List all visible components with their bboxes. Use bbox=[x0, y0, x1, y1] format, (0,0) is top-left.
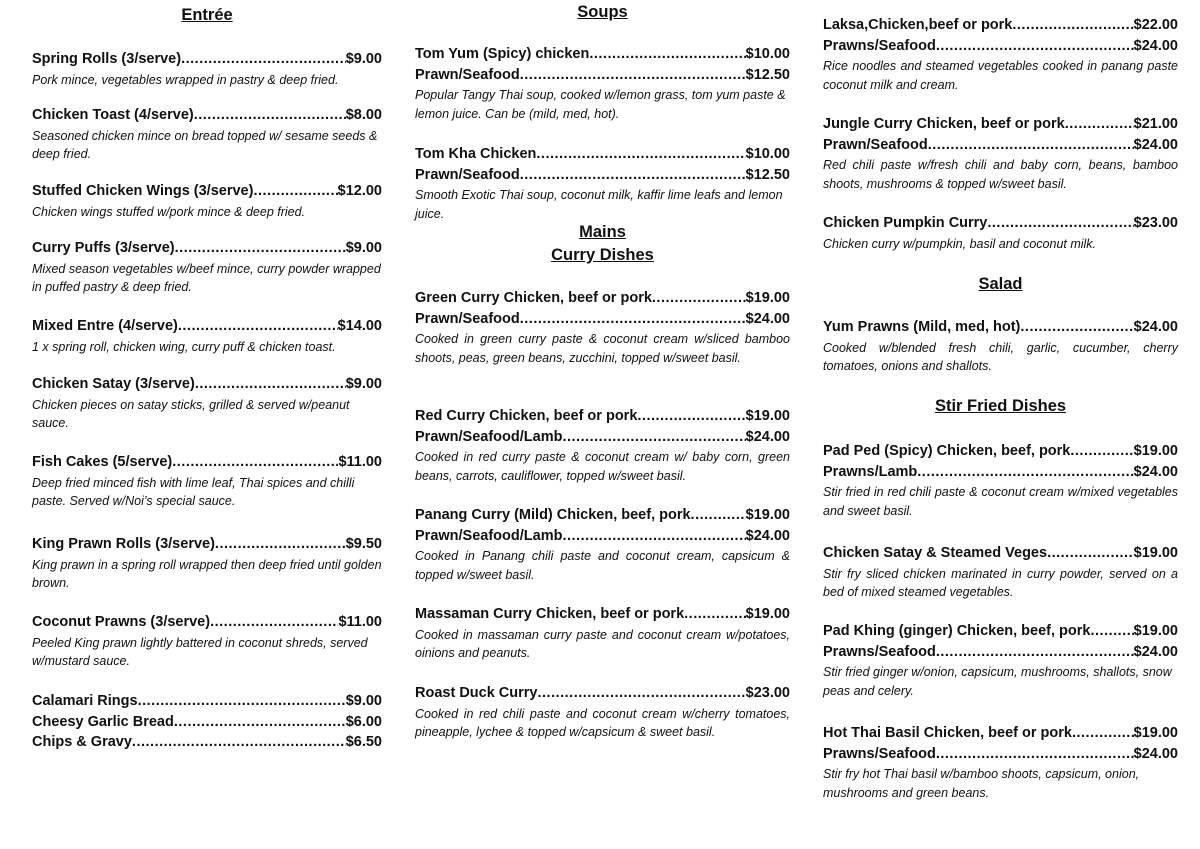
item-price: $10.00 bbox=[745, 46, 790, 62]
menu-item-coconut-prawns bbox=[32, 612, 382, 671]
item-price: $22.00 bbox=[1133, 17, 1178, 33]
item-name: Green Curry Chicken, beef or pork bbox=[415, 290, 652, 306]
item-name: Roast Duck Curry bbox=[415, 685, 538, 701]
menu-item-tom-yum bbox=[415, 44, 790, 123]
item-variant-name: Prawn/Seafood bbox=[823, 136, 928, 153]
item-name: Calamari Rings bbox=[32, 693, 138, 709]
stir-fried-title: Stir Fried Dishes bbox=[934, 397, 1067, 415]
soups-title: Soups bbox=[577, 3, 628, 21]
item-description: Chicken curry w/pumpkin, basil and coconut milk. bbox=[823, 236, 1097, 251]
item-variant-price: $24.00 bbox=[1133, 643, 1178, 660]
item-price: $11.00 bbox=[338, 614, 382, 630]
menu-item-panang-curry bbox=[415, 505, 790, 584]
menu-item-king-prawn-rolls bbox=[32, 534, 382, 593]
item-description: Stir fried in red chili paste & coconut cream w/mixed vegetables and sweet basil. bbox=[823, 485, 1178, 518]
item-name: Pad Ped (Spicy) Chicken, beef, pork bbox=[823, 443, 1071, 459]
item-description: Cooked in Panang chili paste and coconut cream, capsicum & topped w/sweet basil. bbox=[415, 549, 790, 582]
item-price: $11.00 bbox=[338, 454, 382, 470]
menu-item-tom-kha bbox=[415, 144, 790, 223]
menu-item-calamari-rings bbox=[32, 691, 382, 712]
item-description: Red chili paste w/fresh chili and baby corn, beans, bamboo shoots, mushrooms & topped w/sweet basil. bbox=[823, 158, 1178, 191]
item-name: Massaman Curry Chicken, beef or pork bbox=[415, 606, 685, 622]
item-variant-name: Prawn/Seafood bbox=[415, 310, 520, 327]
item-variant-price: $24.00 bbox=[745, 310, 790, 327]
menu-item-pad-khing bbox=[823, 621, 1178, 700]
item-price: $9.00 bbox=[345, 240, 382, 256]
menu-item-spring-rolls bbox=[32, 49, 382, 89]
item-description: Smooth Exotic Thai soup, coconut milk, kaffir lime leafs and lemon juice. bbox=[415, 188, 783, 221]
item-description: Stir fry hot Thai basil w/bamboo shoots, capsicum, onion, mushrooms and green beans. bbox=[823, 767, 1140, 800]
item-price: $9.50 bbox=[345, 536, 382, 552]
item-name: Tom Yum (Spicy) chicken bbox=[415, 46, 590, 62]
item-description: Rice noodles and steamed vegetables cooked in panang paste coconut milk and cream. bbox=[823, 59, 1178, 92]
item-price: $21.00 bbox=[1133, 116, 1178, 132]
menu-item-cheesy-garlic-bread bbox=[32, 712, 382, 733]
mains-title: Mains bbox=[579, 223, 626, 241]
item-description: Cooked in green curry paste & coconut cream w/sliced bamboo shoots, peas, green beans, zucchini, topped w/sweet basil. bbox=[415, 332, 790, 365]
item-name: Chicken Toast (4/serve) bbox=[32, 107, 194, 123]
item-name: Pad Khing (ginger) Chicken, beef, pork bbox=[823, 623, 1091, 639]
item-description: 1 x spring roll, chicken wing, curry puff & chicken toast. bbox=[32, 339, 336, 354]
item-price: $19.00 bbox=[745, 507, 790, 523]
item-name: Laksa,Chicken,beef or pork bbox=[823, 17, 1013, 33]
item-price: $12.00 bbox=[337, 183, 382, 199]
item-variant-name: Prawn/Seafood/Lamb bbox=[415, 428, 563, 445]
menu-item-chicken-satay-steamed-veges bbox=[823, 543, 1178, 602]
item-name: Mixed Entre (4/serve) bbox=[32, 318, 178, 334]
item-variant-price: $24.00 bbox=[1133, 37, 1178, 54]
item-variant-price: $24.00 bbox=[745, 527, 790, 544]
menu-item-jungle-curry bbox=[823, 114, 1178, 193]
item-price: $19.00 bbox=[745, 408, 790, 424]
item-description: Cooked in massaman curry paste and coconut cream w/potatoes, oinions and peanuts. bbox=[415, 627, 790, 660]
item-price: $9.00 bbox=[345, 376, 382, 392]
item-variant-name: Prawn/Seafood bbox=[415, 166, 520, 183]
menu-item-mixed-entre bbox=[32, 316, 382, 356]
item-description: Cooked w/blended fresh chili, garlic, cucumber, cherry tomatoes, onions and shallots. bbox=[823, 340, 1178, 373]
item-name: Cheesy Garlic Bread bbox=[32, 713, 174, 730]
item-price: $19.00 bbox=[1133, 545, 1178, 561]
menu-item-chicken-satay bbox=[32, 374, 382, 433]
item-name: Chicken Satay & Steamed Veges bbox=[823, 545, 1048, 561]
menu-item-green-curry bbox=[415, 288, 790, 367]
item-variant-name: Prawns/Seafood bbox=[823, 37, 936, 54]
item-name: Hot Thai Basil Chicken, beef or pork bbox=[823, 725, 1072, 741]
item-name: Yum Prawns (Mild, med, hot) bbox=[823, 319, 1021, 335]
item-description: Cooked in red chili paste and coconut cream w/cherry tomatoes, pineapple, lychee & topped w/capsicum & sweet basil. bbox=[415, 706, 790, 739]
menu-item-roast-duck-curry bbox=[415, 683, 790, 742]
item-name: Chicken Pumpkin Curry bbox=[823, 215, 988, 231]
menu-item-stuffed-chicken-wings bbox=[32, 181, 382, 221]
item-name: Jungle Curry Chicken, beef or pork bbox=[823, 116, 1065, 132]
item-description: Stir fry sliced chicken marinated in curry powder, served on a bed of mixed steamed vegetables. bbox=[823, 566, 1178, 599]
menu-item-curry-puffs bbox=[32, 238, 382, 297]
item-description: Deep fried minced fish with lime leaf, Thai spices and chilli paste. Served w/Noi’s special sauce. bbox=[32, 475, 355, 508]
item-price: $8.00 bbox=[345, 107, 382, 123]
item-price: $19.00 bbox=[745, 290, 790, 306]
item-description: Stir fried ginger w/onion, capsicum, mushrooms, shallots, snow peas and celery. bbox=[823, 665, 1172, 698]
menu-item-chicken-toast bbox=[32, 105, 382, 164]
item-description: Mixed season vegetables w/beef mince, curry powder wrapped in puffed pastry & deep fried. bbox=[32, 261, 381, 294]
item-price: $9.00 bbox=[345, 693, 382, 709]
item-name: King Prawn Rolls (3/serve) bbox=[32, 536, 215, 552]
item-name: Spring Rolls (3/serve) bbox=[32, 51, 182, 67]
salad-title: Salad bbox=[978, 275, 1023, 293]
item-price: $9.00 bbox=[345, 51, 382, 67]
item-variant-price: $24.00 bbox=[1133, 745, 1178, 762]
item-description: Cooked in red curry paste & coconut cream w/ baby corn, green beans, carrots, cauliflower, topped w/sweet basil. bbox=[415, 450, 790, 483]
menu-item-yum-prawns bbox=[823, 317, 1178, 376]
item-description: Peeled King prawn lightly battered in coconut shreds, served w/mustard sauce. bbox=[32, 635, 368, 668]
item-price: $6.50 bbox=[345, 734, 382, 750]
item-variant-price: $12.50 bbox=[745, 166, 790, 183]
menu-item-extras bbox=[32, 691, 382, 753]
item-description: Pork mince, vegetables wrapped in pastry & deep fried. bbox=[32, 72, 339, 87]
menu-item-laksa bbox=[823, 15, 1178, 94]
item-price: $19.00 bbox=[1133, 443, 1178, 459]
item-price: $6.00 bbox=[345, 713, 382, 730]
item-name: Fish Cakes (5/serve) bbox=[32, 454, 173, 470]
item-name: Red Curry Chicken, beef or pork bbox=[415, 408, 638, 424]
item-name: Curry Puffs (3/serve) bbox=[32, 240, 175, 256]
item-price: $23.00 bbox=[745, 685, 790, 701]
menu-item-chicken-pumpkin-curry bbox=[823, 213, 1178, 253]
item-price: $24.00 bbox=[1133, 319, 1178, 335]
item-description: Chicken wings stuffed w/pork mince & deep fried. bbox=[32, 204, 306, 219]
menu-item-red-curry bbox=[415, 406, 790, 485]
item-name: Panang Curry (Mild) Chicken, beef, pork bbox=[415, 507, 691, 523]
item-description: Chicken pieces on satay sticks, grilled & served w/peanut sauce. bbox=[32, 397, 350, 430]
item-price: $14.00 bbox=[337, 318, 382, 334]
item-variant-price: $24.00 bbox=[1133, 136, 1178, 153]
entree-title: Entrée bbox=[181, 6, 233, 24]
item-price: $19.00 bbox=[745, 606, 790, 622]
item-price: $19.00 bbox=[1133, 623, 1178, 639]
menu-item-pad-ped bbox=[823, 441, 1178, 520]
menu-item-massaman-curry bbox=[415, 604, 790, 663]
item-description: Popular Tangy Thai soup, cooked w/lemon grass, tom yum paste & lemon juice. Can be (mild, med, hot). bbox=[415, 88, 786, 121]
item-name: Coconut Prawns (3/serve) bbox=[32, 614, 211, 630]
item-description: King prawn in a spring roll wrapped then deep fried until golden brown. bbox=[32, 557, 382, 590]
menu-item-hot-thai-basil bbox=[823, 723, 1178, 802]
item-name: Chicken Satay (3/serve) bbox=[32, 376, 195, 392]
curry-dishes-title: Curry Dishes bbox=[551, 246, 654, 264]
item-variant-name: Prawns/Seafood bbox=[823, 745, 936, 762]
item-price: $23.00 bbox=[1133, 215, 1178, 231]
item-variant-name: Prawns/Seafood bbox=[823, 643, 936, 660]
item-variant-name: Prawns/Lamb bbox=[823, 463, 918, 480]
menu-item-chips-gravy bbox=[32, 732, 382, 753]
item-variant-name: Prawn/Seafood/Lamb bbox=[415, 527, 563, 544]
item-price: $19.00 bbox=[1133, 725, 1178, 741]
item-name: Chips & Gravy bbox=[32, 734, 132, 750]
item-description: Seasoned chicken mince on bread topped w/ sesame seeds & deep fried. bbox=[32, 128, 378, 161]
item-price: $10.00 bbox=[745, 146, 790, 162]
menu-item-fish-cakes bbox=[32, 452, 382, 511]
item-variant-name: Prawn/Seafood bbox=[415, 66, 520, 83]
item-name: Tom Kha Chicken bbox=[415, 146, 537, 162]
item-variant-price: $24.00 bbox=[745, 428, 790, 445]
item-variant-price: $12.50 bbox=[745, 66, 790, 83]
item-variant-price: $24.00 bbox=[1133, 463, 1178, 480]
item-name: Stuffed Chicken Wings (3/serve) bbox=[32, 183, 254, 199]
